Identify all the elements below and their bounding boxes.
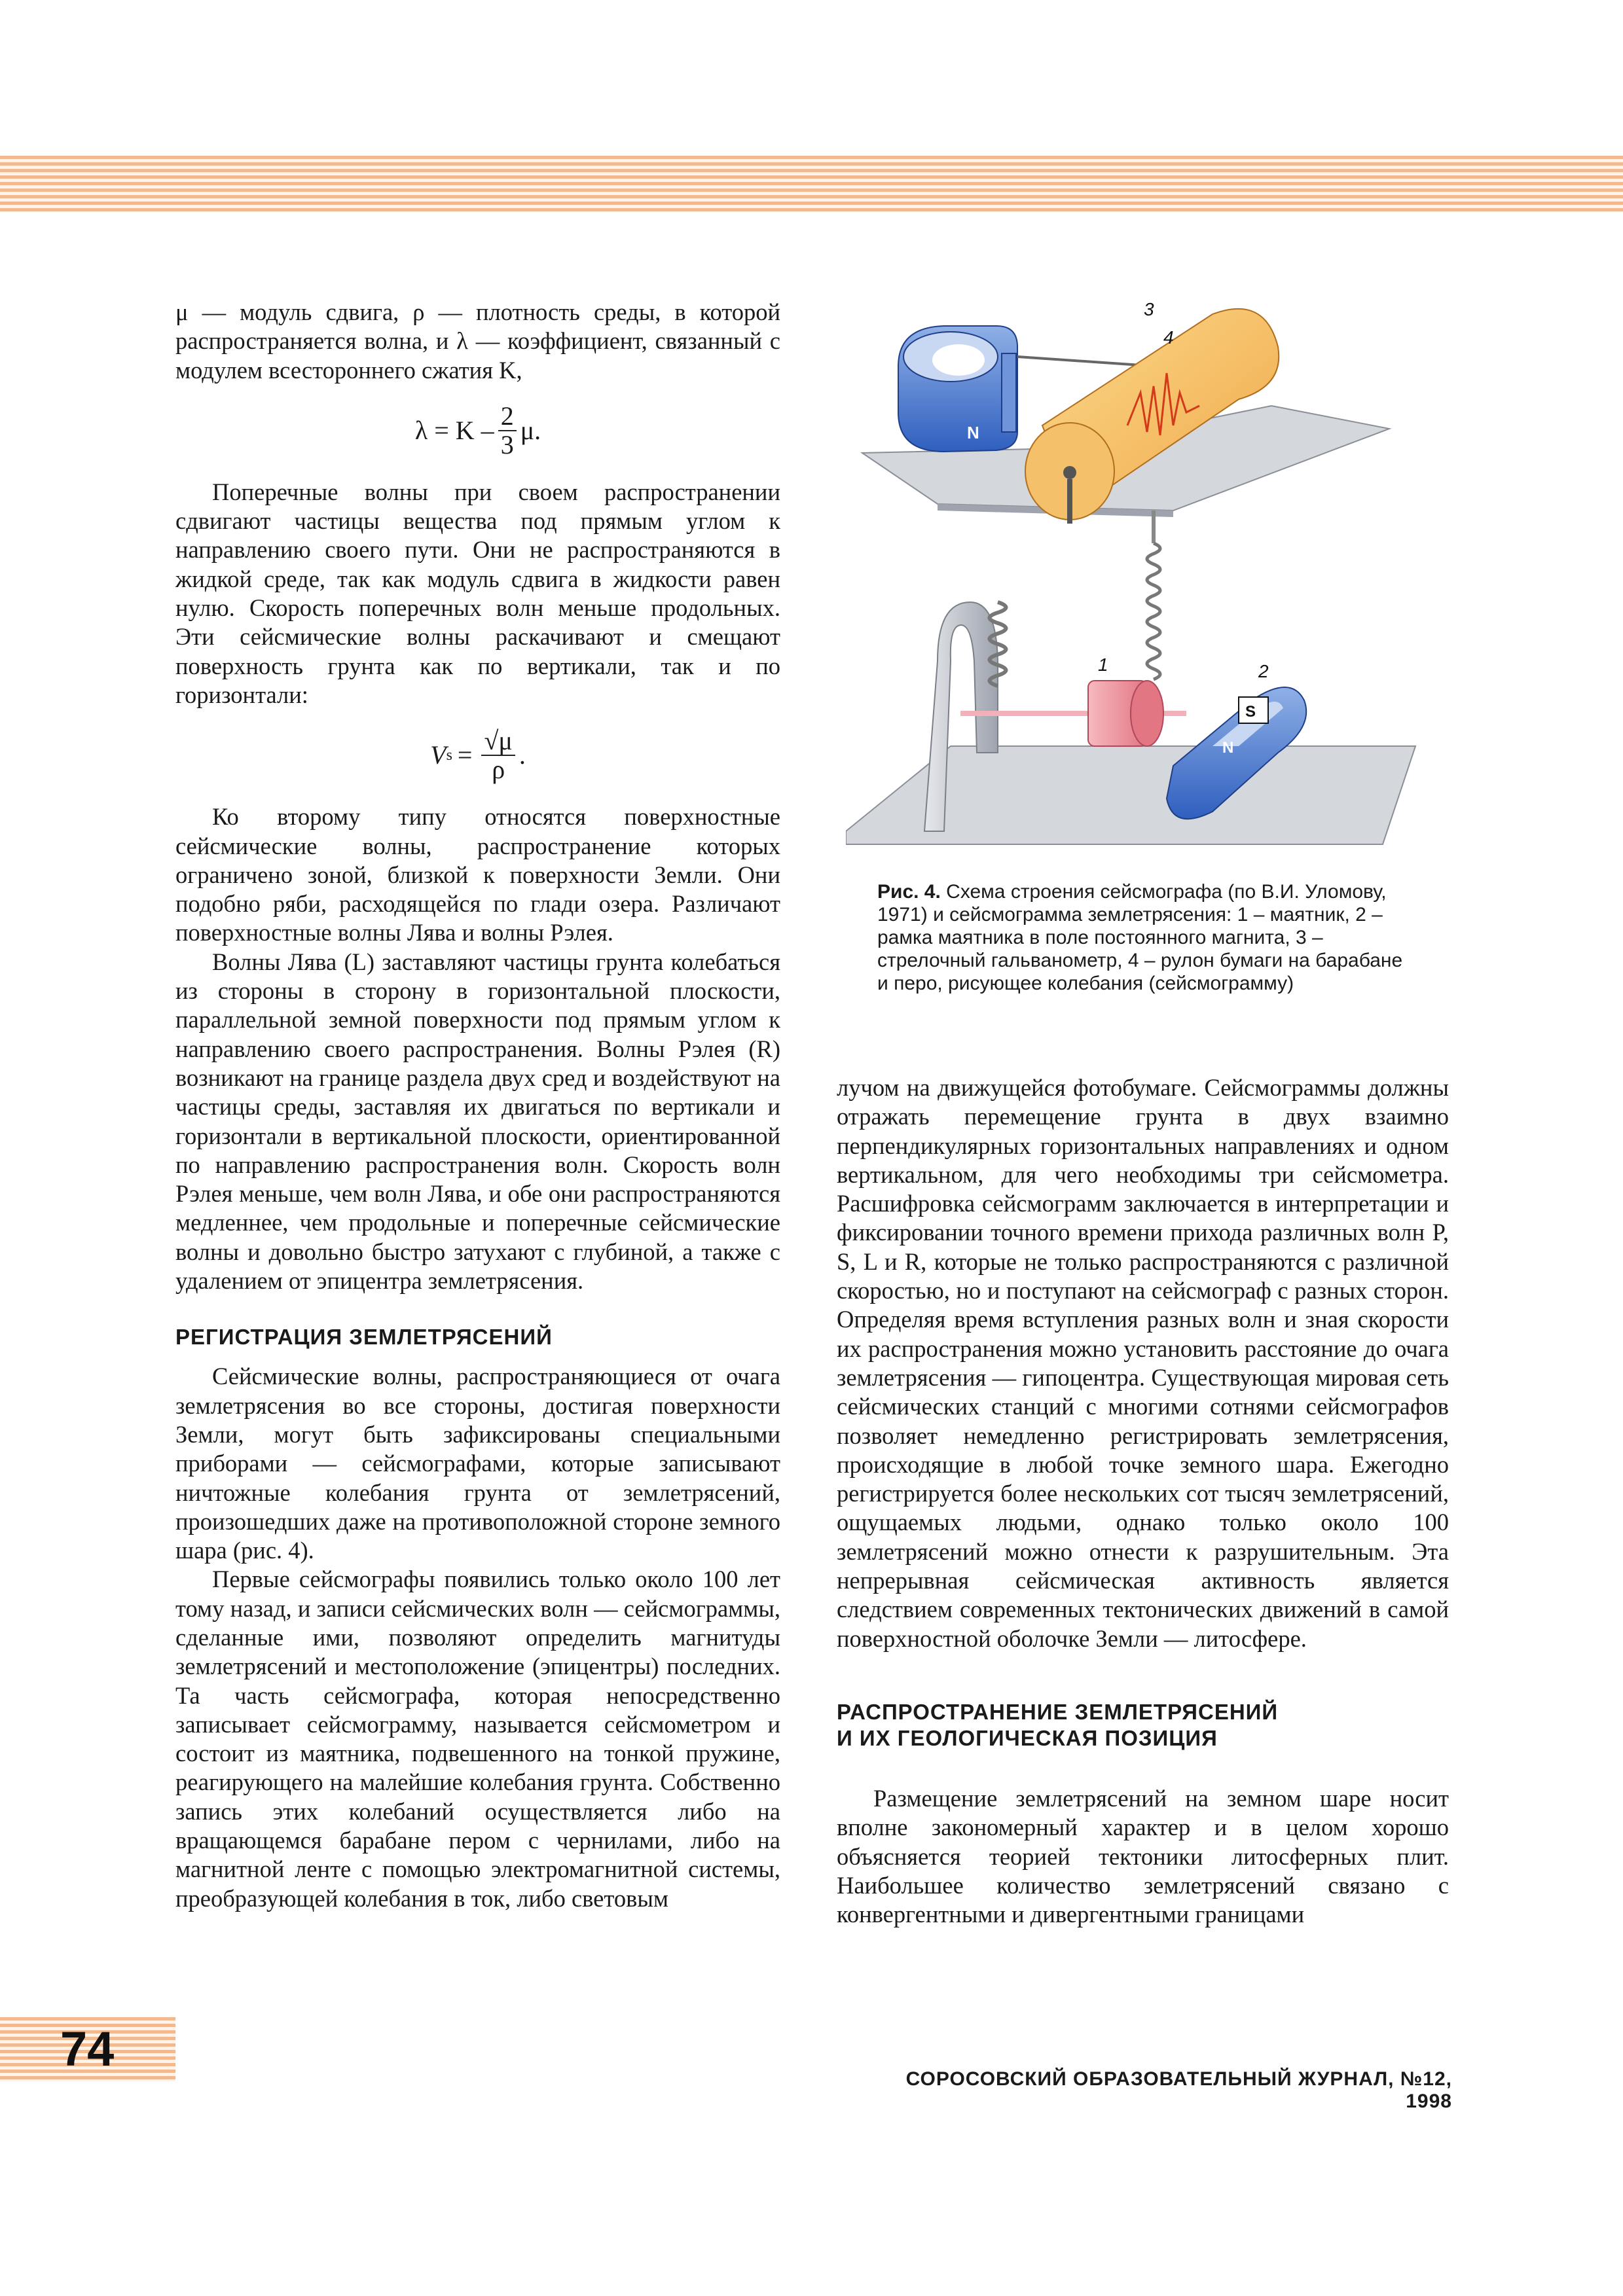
transverse-waves-paragraph: Поперечные волны при своем распространении сдвигают частицы вещества под прямым углом к направлению своего пути. Они не распространяются в жидкой среде, так как модуль сдвига в жидкости равен нулю. Скорость поперечных волн меньше продольных. Эти сейсмические волны раскачивают и смещают поверхность грунта как по вертикали, так и по горизонтали: — [175, 478, 780, 708]
formula1-numerator: 2 — [498, 403, 517, 431]
formula1-denominator: 3 — [500, 429, 514, 459]
lambda-formula — [175, 399, 780, 462]
label-4: 4 — [1163, 327, 1174, 348]
surface-waves-paragraph: Ко второму типу относятся поверхностные сейсмические волны, распространение которых ограничено зоной, близкой к поверхности Земли. Они подобно ряби, расходящейся по глади озера. Различают поверхностные волны Лява и волны Рэлея. — [175, 803, 780, 946]
formula1-rhs: μ. — [520, 415, 541, 445]
formula2-dot: . — [519, 740, 526, 770]
intro-paragraph: μ — модуль сдвига, ρ — плотность среды, в которой распространяется волна, и λ — коэффициент, связанный с модулем всестороннего сжатия K, — [175, 298, 780, 384]
continuation-paragraph: лучом на движущейся фотобумаге. Сейсмограммы должны отражать перемещение грунта в двух взаимно перпендикулярных горизонтальных направлениях и одном вертикальном, для чего необходимы три сейсмометра. Расшифровка сейсмограмм заключается в интерпретации и фиксировании точного времени прихода различных волн P, S, L и R, которые не только распространяются с различной скоростью, но и поступают на сейсмограф с разных сторон. Определяя время вступления разных волн и зная скорости их распространения можно установить расстояние до очага землетрясения — гипоцентра. Существующая мировая сеть сейсмических станций с многими сотнями сейсмографов позволяет немедленно регистрировать землетрясения, происходящие в любой точке земного шара. Ежегодно регистрируется более нескольких сот тысяч землетрясений, ощущаемых людьми, однако только около 100 землетрясений можно отнести к разрушительным. Эта непрерывная сейсмическая активность является следствием современных тектонических движений в самой поверхностной оболочке Земли — литосфере. — [837, 1074, 1449, 1652]
galvanometer-n-label: N — [967, 423, 979, 442]
formula2-numerator: √μ — [481, 727, 515, 756]
label-3: 3 — [1144, 299, 1154, 319]
formula2-fraction — [481, 727, 515, 783]
label-1: 1 — [1098, 655, 1108, 675]
caption-text: Схема строения сейсмографа (по В.И. Уломову, 1971) и сейсмограмма землетрясения: 1 – маятник, 2 – рамка маятника в поле постоянного магнита, 3 – стрелочный гальванометр, 4 – рулон бумаги на барабане и перо, рисующее колебания (сейсмограмму) — [877, 881, 1403, 994]
figure-caption — [877, 880, 1414, 995]
frame-s-label: S — [1245, 703, 1256, 721]
heading2-line2: И ИХ ГЕОЛОГИЧЕСКАЯ ПОЗИЦИЯ — [837, 1725, 1218, 1750]
label-2: 2 — [1258, 661, 1269, 681]
love-rayleigh-paragraph: Волны Лява (L) заставляют частицы грунта колебаться из стороны в сторону в горизонтальной плоскости, параллельной земной поверхности под прямым углом к направлению своего распространения. Волны Рэлея (R) возникают на границе раздела двух сред и воздействуют на частицы среды, заставляя их двигаться по вертикали и горизонтали в вертикальной плоскости, ориентированной по направлению распространения волн. Скорость волн Рэлея меньше, чем волн Лява, и обе они распространяются медленнее, чем продольные и поперечные сейсмические волны и довольно быстро затухают с глубиной, а также с удалением от эпицентра землетрясения. — [175, 948, 780, 1295]
right-column — [837, 1073, 1449, 1929]
caption-label: Рис. 4. — [877, 881, 941, 903]
vertical-spring — [1147, 543, 1160, 679]
formula1-fraction — [498, 403, 517, 459]
journal-footer: СОРОСОВСКИЙ ОБРАЗОВАТЕЛЬНЫЙ ЖУРНАЛ, №12, 1998 — [905, 2068, 1452, 2112]
section-heading-distribution — [837, 1699, 1449, 1751]
left-column — [175, 298, 780, 1913]
first-seismographs-paragraph: Первые сейсмографы появились только около 100 лет тому назад, и записи сейсмических волн — сейсмограммы, сделанные ими, позволяют определить магнитуды землетрясений и местоположение (эпицентры) последних. Та часть сейсмографа, которая непосредственно записывает сейсмограмму, называется сейсмометром и состоит из маятника, подвешенного на тонкой пружине, реагирующего на малейшие колебания грунта. Собственно запись этих колебаний осуществляется либо на вращающемся барабане пером с чернилами, либо на магнитной ленте с помощью электромагнитной системы, преобразующей колебания в ток, либо световым — [175, 1566, 780, 1912]
formula2-equals: = — [457, 740, 473, 770]
seismographs-paragraph: Сейсмические волны, распространяющиеся от очага землетрясения во все стороны, достигая поверхности Земли, могут быть зафиксированы специальными приборами — сейсмографами, которые записывают ничтожные колебания грунта от землетрясений, произошедших даже на противоположной стороне земного шара (рис. 4). — [175, 1363, 780, 1564]
frame-n-label: N — [1222, 739, 1234, 757]
heading2-line1: РАСПРОСТРАНЕНИЕ ЗЕМЛЕТРЯСЕНИЙ — [837, 1699, 1279, 1724]
formula1-lhs: λ = K – — [414, 415, 494, 445]
formula2-subscript: s — [446, 747, 452, 764]
velocity-formula — [175, 724, 780, 787]
galvanometer-magnet — [898, 326, 1017, 452]
distribution-paragraph: Размещение землетрясений на земном шаре носит вполне закономерный характер и в целом хорошо объясняется теорией тектоники литосферных плит. Наибольшее количество землетрясений связано с конвергентными и дивергентными границами — [837, 1784, 1449, 1928]
section-heading-registration: РЕГИСТРАЦИЯ ЗЕМЛЕТРЯСЕНИЙ — [175, 1325, 553, 1350]
seismograph-figure — [846, 295, 1448, 854]
formula2-lhs: V — [430, 740, 447, 770]
page-number: 74 — [60, 2022, 115, 2076]
header-stripe-band — [0, 156, 1623, 212]
formula2-denominator: ρ — [492, 755, 505, 785]
